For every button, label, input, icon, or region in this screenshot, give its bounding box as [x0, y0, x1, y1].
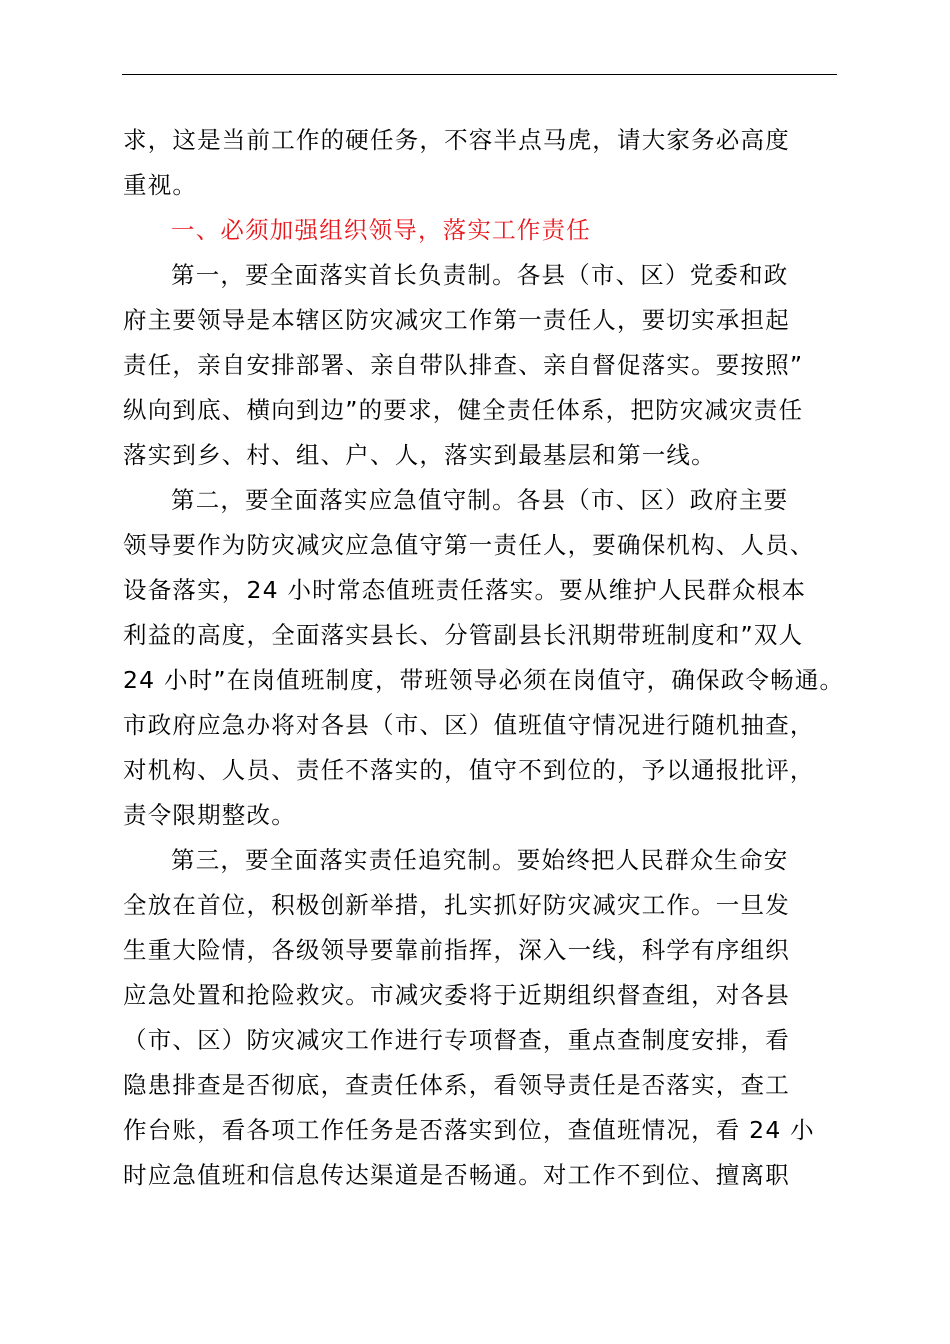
body-line: 府主要领导是本辖区防灾减灾工作第一责任人，要切实承担起	[123, 306, 790, 334]
document-body	[123, 118, 863, 1198]
body-line: 24 小时”在岗值班制度，带班领导必须在岗值守，确保政令畅通。	[123, 666, 845, 694]
header-rule	[122, 74, 837, 75]
body-line: 全放在首位，积极创新举措，扎实抓好防灾减灾工作。一旦发	[123, 891, 790, 919]
paragraph-first-line: 第一，要全面落实首长负责制。各县（市、区）党委和政	[171, 261, 789, 289]
body-line: 设备落实，24 小时常态值班责任落实。要从维护人民群众根本	[123, 576, 807, 604]
paragraph-first-line: 第三，要全面落实责任追究制。要始终把人民群众生命安	[171, 846, 789, 874]
body-line: 时应急值班和信息传达渠道是否畅通。对工作不到位、擅离职	[123, 1161, 790, 1189]
body-line: 责令限期整改。	[123, 801, 296, 829]
body-line: 领导要作为防灾减灾应急值守第一责任人，要确保机构、人员、	[123, 531, 815, 559]
paragraph-first-line: 第二，要全面落实应急值守制。各县（市、区）政府主要	[171, 486, 789, 514]
body-line: 隐患排查是否彻底，查责任体系，看领导责任是否落实，查工	[123, 1071, 790, 1099]
body-line: 利益的高度，全面落实县长、分管副县长汛期带班制度和”双人	[123, 621, 804, 649]
paragraph-1	[123, 253, 863, 478]
body-line: 作台账，看各项工作任务是否落实到位，查值班情况，看 24 小	[123, 1116, 815, 1144]
body-line: 重视。	[123, 171, 198, 199]
body-line: 对机构、人员、责任不落实的，值守不到位的，予以通报批评，	[123, 756, 815, 784]
body-line: 应急处置和抢险救灾。市减灾委将于近期组织督查组，对各县	[123, 981, 790, 1009]
body-line: 生重大险情，各级领导要靠前指挥，深入一线，科学有序组织	[123, 936, 790, 964]
body-line: 责任，亲自安排部署、亲自带队排查、亲自督促落实。要按照”	[123, 351, 804, 379]
paragraph-3	[123, 838, 863, 1198]
body-line: 落实到乡、村、组、户、人，落实到最基层和第一线。	[123, 441, 716, 469]
section-heading: 一、必须加强组织领导，落实工作责任	[171, 216, 591, 244]
body-line: 纵向到底、横向到边”的要求，健全责任体系，把防灾减灾责任	[123, 396, 804, 424]
body-line: 求，这是当前工作的硬任务，不容半点马虎，请大家务必高度	[123, 126, 790, 154]
body-line: （市、区）防灾减灾工作进行专项督查，重点查制度安排，看	[123, 1026, 790, 1054]
paragraph-2	[123, 478, 863, 838]
body-line: 市政府应急办将对各县（市、区）值班值守情况进行随机抽查，	[123, 711, 815, 739]
